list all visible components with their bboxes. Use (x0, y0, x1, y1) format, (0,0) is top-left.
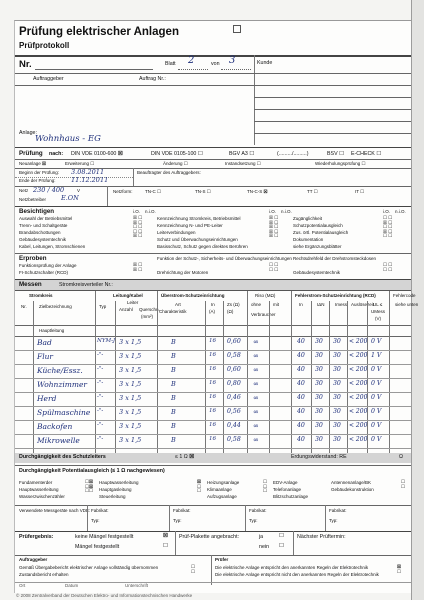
footer-pr-text2: Die elektrische Anlage entspricht nicht den anerkannten Regeln der Elektrotechnik (215, 572, 379, 577)
table-row (15, 406, 411, 421)
mg-typ-2: Typ: (173, 518, 182, 523)
mg-fabrikat-4: Fabrikat: (329, 508, 347, 513)
footer-ort: Ort (19, 583, 26, 588)
pot-c2-1: Hauptgasleitung (99, 487, 132, 492)
cell-in[interactable]: 16 (209, 422, 216, 428)
cell-fi-ia[interactable]: 30 (333, 366, 341, 373)
protocol-sheet: Prüfung elektrischer Anlagen Prüfprotokoll Nr. Blatt 2 von 3 Kunde Auftraggeber Auftrag Nr.: Anlage: Wohnhaus - EG Prüfung nach: DIN VDE 0100-600 ☒ DIN VDE 0105-100 ☐ BGV A3 ☐ (........./.........) BSV ☐ E-CHECK ☐ Neuanlage ☒ Erweiterung ☐ Änderung ☐ Instandsetzung ☐ Wiederholungsprüfung ☐ Beginn der Prüfung: 3.08.2011 Beauftragter des Auftraggebers: Ende der Prüfung: 11.12.2011 Netz 230 / 400 V Netzbetreiber E.ON Netzform: TN-C ☐ TN-S ☐ TN-C-S ☒ TT ☐ IT ☐ Besichtigen i.O. n.i.O. i.O. n.i.O. i.O. n.i.O. Auswahl der Betriebsmittel Trenn- und Schaltgeräte Brandabschottungen Gebäudesystemtechnik Kabel, Leitungen, Stromschienen ☒ ☐ ☒ ☐ ☐ ☐ ☐ ☐ ☒ ☐ Kennzeichnung Stromkreis, Betriebsmittel Kennzeichnung N- und PE-Leiter Leiterverbindungen Schutz und Überwachungseinrichtungen Basisschutz, Schutz gegen direktes Berühren ☒ ☐ ☒ ☐ ☒ ☐ ☒ ☐ ☒ ☐ Zugänglichkeit Schutzpotentialausgleich Zus. örtl. Potentialausgleich Dokumentation siehe Ergänzungsblätter ☐ ☐ ☒ ☐ ☐ ☐ ☒ ☐ ☐ ☐ Erproben Funktionsprüfung der Anlage FI-Schutzschalter (RCD) ☒ ☐ ☒ ☐ Funktion der Schutz-, Sicherheits- und Überwachungseinrichtungen Drehrichtung der Motoren ☐ ☐ ☐ ☐ Rechtsdrehfeld der Drehstromsteckdosen Gebäudesystemtechnik ☐ ☐ ☐ ☐ Messen Stromkreisverteiler Nr.: Stromkreis Nr. Zielbezeichnung Leitung/Kabel Typ Leiter Anzahl Querschn. (mm²) Überstrom-Schutzeinrichtung Art Charakteristik In (A) Zs (Ω) (Ω) Riso (MΩ) ohne mit Verbraucher Fehlerstrom-Schutzeinrichtung (RCD) In IΔN Imess Auslösezeit UL ≤ UMess (V) Fehlercode siehe unten Hauptleitung Bad NYM-J 3 x 1,5 B 16 0,60 ∞ 40 30 30 < 200 0 V Flur -"- 3 x 1,5 B 16 0,58 ∞ 40 30 30 < 200 1 V Küche/Essz. -"- 3 x 1,5 B 16 0,60 ∞ 40 30 30 < 200 0 V Wohnzimmer -"- 3 x 1,5 B 16 0,80 ∞ 40 30 30 < 200 0 V Herd -"- 3 x 1,5 B 16 0,46 ∞ 40 30 30 < 200 0 V Spülmaschine -"- 3 x 1,5 B 16 0,56 ∞ 40 30 30 < 200 0 V Backofen -"- 3 x 1,5 B 16 0,44 ∞ 40 30 30 < 200 0 V Mikrowelle -"- 3 x 1,5 B 16 0,58 ∞ 40 30 30 < 200 0 V Durchgängigkeit des Schutzleiters ≤ 1 Ω ☒ Erdungswiderstand: RE Ω Durchgängigkeit Potentialausgleich (≤ 1 Ω nachgewiesen) Fundamenterder Hauptwasserleitung Wasserzwischenzähler ☐ ☐ ☐ Hauptwasserleitung Hauptgasleitung Steuerleitung ☒ ☒ ☐ ☒ ☐ ☐ Heizungsanlage Klimaanlage Aufzugsanlage ☐ ☐ ☐ EDV-Anlage Telefonanlage Blitzschutzanlage Antennenanlage/BK Gebäudekonstruktion ☐ ☐ Verwendete Messgeräte nach VDE: Fabrikat: Typ: Fabrikat: Typ: Fabrikat: Typ: Fabrikat: Typ: Prüfergebnis: keine Mängel festgestellt ☒ Mängel festgestellt ☐ Prüf-Plakette angebracht: ja ☐ nein ☐ Nächster Prüftermin: Auftraggeber Gemäß Übergabebericht elektrischer Anlage vollständig übernommen Zustandsbericht erhalten ☐ ☐ Prüfer Die elektrische Anlage entspricht den anerkannten Regeln der Elektrotechnik Die elektrische Anlage entspricht nicht den anerkannten Regeln der Elektrotechnik ☒ ☐ Ort Datum Unterschrift (14, 20, 411, 593)
cell-leiter[interactable]: 3 x 1,5 (119, 436, 142, 444)
footer-ag-checks[interactable]: ☐ ☐ (191, 564, 196, 574)
form-subtitle: Prüfprotokoll (19, 41, 70, 50)
bes-c1-0: Auswahl der Betriebsmittel (19, 216, 73, 221)
bes-c2-2: Leiterverbindungen (157, 230, 196, 235)
bes-c1-4: Kabel, Leitungen, Stromschienen (19, 244, 86, 249)
cell-zs[interactable]: 0,80 (227, 380, 241, 387)
cell-ausl[interactable]: < 200 (349, 352, 368, 359)
ergebnis-keine: keine Mängel festgestellt (75, 534, 134, 540)
cell-zs[interactable]: 0,58 (227, 352, 241, 359)
echeck-text: E-CHECK (351, 151, 375, 157)
erp-c1-1: FI-Schutzschalter (RCD) (19, 270, 69, 275)
erp-c1-0: Funktionsprüfung der Anlage (19, 263, 77, 268)
cell-fi-in[interactable]: 40 (297, 380, 305, 387)
schutzleiter-value[interactable]: ≤ 1 Ω ☒ (175, 454, 194, 460)
cell-typ[interactable]: -"- (97, 352, 104, 358)
io-label-2: i.O. (269, 209, 277, 214)
cell-fi-ia[interactable]: 30 (333, 394, 341, 401)
cell-zs[interactable]: 0,56 (227, 408, 241, 415)
hdr-stromkreis: Stromkreis (29, 293, 53, 298)
cell-in[interactable]: 16 (209, 380, 216, 386)
cell-typ[interactable]: -"- (97, 380, 104, 386)
cell-ziel[interactable]: Herd (37, 394, 57, 403)
hdr-fehlercode: Fehlercode (393, 293, 416, 298)
cell-art[interactable]: B (171, 338, 176, 346)
netzbetreiber-label: Netzbetreiber (19, 197, 47, 202)
bgv-text: BGV A3 (229, 151, 248, 157)
bes-c2-checks[interactable]: ☒ ☐ ☒ ☐ ☒ ☐ ☒ ☐ ☒ ☐ (269, 215, 279, 238)
pruefung-label: Prüfung (19, 150, 43, 157)
plakette-ja: ja (259, 534, 264, 540)
footer-datum: Datum (65, 583, 79, 588)
cell-leiter[interactable]: 3 x 1,5 (119, 338, 142, 346)
beginn-value[interactable]: 3.08.2011 (71, 168, 105, 176)
pot-c1-0: Fundamenterder (19, 480, 53, 485)
hdr-riso: Riso (MΩ) (255, 293, 276, 298)
table-row (15, 420, 411, 435)
cell-fi-idn[interactable]: 30 (315, 338, 323, 345)
cell-typ[interactable]: -"- (97, 422, 104, 428)
cell-zs[interactable]: 0,44 (227, 422, 241, 429)
ergebnis-maengel-check[interactable]: ☐ (163, 543, 168, 549)
ende-label: Ende der Prüfung: (19, 178, 56, 183)
cell-leiter[interactable]: 3 x 1,5 (119, 408, 142, 416)
schutzleiter-label: Durchgängigkeit des Schutzleiters (19, 454, 106, 460)
cell-ausl[interactable]: < 200 (349, 422, 368, 429)
nr-label: Nr. (19, 59, 32, 70)
hdr-mit: mit (273, 302, 279, 307)
erdung-unit: Ω (399, 454, 403, 460)
hdr-fi-ia: Imess (335, 302, 348, 307)
kunde-label: Kunde (257, 60, 273, 66)
cell-fi-in[interactable]: 40 (297, 408, 305, 415)
nr-field[interactable] (35, 69, 153, 70)
cell-ziel[interactable]: Bad (37, 338, 52, 347)
plakette-ja-check[interactable]: ☐ (279, 533, 284, 539)
bes-c2-3: Schutz und Überwachungseinrichtungen (157, 237, 238, 242)
io-label-1: i.O. (133, 209, 141, 214)
cell-art[interactable]: B (171, 380, 176, 388)
erp-c3-checks[interactable]: ☐ ☐ ☐ ☐ (383, 262, 393, 272)
erp-c2-checks[interactable]: ☐ ☐ ☐ ☐ (269, 262, 279, 272)
cell-fi-ia[interactable]: 30 (333, 380, 341, 387)
messen-title: Messen (19, 281, 42, 288)
netzform-tnc[interactable]: TN-C ☐ (145, 189, 162, 194)
netzform-tns[interactable]: TN-S ☐ (195, 189, 211, 194)
bes-c3-checks[interactable]: ☐ ☐ ☒ ☐ ☐ ☐ ☒ ☐ ☐ ☐ (383, 215, 393, 238)
verteiler-label: Stromkreisverteiler Nr.: (59, 282, 113, 288)
cell-art[interactable]: B (171, 436, 176, 444)
bes-c3-4: siehe Ergänzungsblätter (293, 244, 342, 249)
netzform-it[interactable]: IT ☐ (355, 189, 365, 194)
bes-c2-1: Kennzeichnung N- und PE-Leiter (157, 223, 223, 228)
opt-instandsetzung[interactable]: Instandsetzung ☐ (225, 161, 261, 166)
cell-ziel[interactable]: Wohnzimmer (37, 380, 87, 389)
hdr-typ: Typ (99, 304, 107, 309)
cell-ausl[interactable]: < 200 (349, 436, 368, 443)
hdr-zs-unit: (Ω) (227, 309, 234, 314)
cell-riso-ohne[interactable]: ∞ (253, 422, 259, 430)
mg-fabrikat-1: Fabrikat: (91, 508, 109, 513)
cell-typ[interactable]: -"- (97, 394, 104, 400)
cell-art[interactable]: B (171, 352, 176, 360)
copyright: © 2008 Zentralverband der Deutschen Elektro- und Informationstechnischen Handwerke (16, 593, 193, 598)
cell-leiter[interactable]: 3 x 1,5 (119, 352, 142, 360)
cell-fi-in[interactable]: 40 (297, 422, 305, 429)
cell-ul[interactable]: 0 V (371, 366, 382, 373)
beginn-label: Beginn der Prüfung: (19, 170, 60, 175)
hdr-leiter: Leiter (127, 300, 139, 305)
bes-c1-3: Gebäudesystemtechnik (19, 237, 67, 242)
ergebnis-maengel: Mängel festgestellt (75, 544, 120, 550)
hdr-in: In (211, 302, 215, 307)
cell-ziel[interactable]: Backofen (37, 422, 73, 431)
netz-label: Netz (19, 188, 29, 193)
io-label-3: i.O. (383, 209, 391, 214)
erp-c2-0: Funktion der Schutz-, Sicherheits- und Überwachungseinrichtungen (157, 256, 292, 261)
cell-ul[interactable]: 0 V (371, 338, 382, 345)
pot-c5-checks[interactable]: ☐ ☐ (401, 479, 406, 489)
nio-label-2: n.i.O. (281, 209, 292, 214)
cell-fi-idn[interactable]: 30 (315, 422, 323, 429)
cell-riso-ohne[interactable]: ∞ (253, 436, 259, 444)
cell-in[interactable]: 16 (209, 366, 216, 372)
bes-c2-0: Kennzeichnung Stromkreis, Betriebsmittel (157, 216, 241, 221)
footer-pr-checks[interactable]: ☒ ☐ (397, 564, 402, 574)
anlage-value[interactable]: Wohnhaus - EG (35, 134, 101, 144)
bes-c3-3: Dokumentation (293, 237, 324, 242)
table-row (15, 392, 411, 407)
cell-riso-ohne[interactable]: ∞ (253, 408, 259, 416)
pot-c5-0: Antennenanlage/BK (331, 480, 372, 485)
ende-value[interactable]: 11.12.2011 (71, 176, 109, 184)
mg-fabrikat-3: Fabrikat: (249, 508, 267, 513)
hdr-ul: UL ≤ (373, 302, 383, 307)
pot-c2-2: Steuerleitung (99, 494, 126, 499)
hdr-zs: Zs (Ω) (227, 302, 240, 307)
table-row (15, 364, 411, 379)
hdr-ul2-unit: (V) (375, 316, 381, 321)
cell-ul[interactable]: 1 V (371, 352, 382, 359)
pot-c4-2: Blitzschutzanlage (273, 494, 309, 499)
table-row (15, 350, 411, 365)
messen-table (15, 290, 419, 453)
cell-zs[interactable]: 0,60 (227, 338, 241, 345)
cell-in[interactable]: 16 (209, 436, 216, 442)
cell-riso-ohne[interactable]: ∞ (253, 380, 259, 388)
mg-typ-4: Typ: (329, 518, 338, 523)
cell-in[interactable]: 16 (209, 338, 216, 344)
hdr-ueberstrom: Überstrom-Schutzeinrichtung (161, 293, 225, 298)
pot-c2-0: Hauptwasserleitung (99, 480, 139, 485)
opt-neuanlage[interactable]: Neuanlage ☒ (19, 161, 47, 166)
bes-c1-1: Trenn- und Schaltgeräte (19, 223, 68, 228)
mg-typ-1: Typ: (91, 518, 100, 523)
cell-ul[interactable]: 0 V (371, 380, 382, 387)
erp-c3-0: Rechtsdrehfeld der Drehstromsteckdosen (293, 256, 377, 261)
pot-c1-checks[interactable]: ☐ ☐ ☐ (85, 479, 90, 493)
hdr-verbraucher: Verbraucher (251, 312, 276, 317)
footer-ag-text1: Gemäß Übergabebericht elektrischer Anlage vollständig übernommen (19, 565, 159, 570)
hdr-quers: Querschn. (139, 307, 160, 312)
form-title: Prüfung elektrischer Anlagen (19, 26, 179, 38)
cell-leiter[interactable]: 3 x 1,5 (119, 394, 142, 402)
vde0105-text: DIN VDE 0105-100 (151, 151, 197, 157)
hdr-char: Charakteristik (159, 309, 187, 314)
cell-ul[interactable]: 0 V (371, 422, 382, 429)
hdr-ohne: ohne (251, 302, 262, 307)
bsv-text: BSV (327, 151, 338, 157)
option-bgv[interactable]: BGV A3 ☐ (229, 151, 255, 157)
cell-leiter[interactable]: 3 x 1,5 (119, 380, 142, 388)
cell-fi-idn[interactable]: 30 (315, 436, 323, 443)
footer-auftraggeber: Auftraggeber (19, 557, 48, 562)
cell-art[interactable]: B (171, 422, 176, 430)
bes-c1-checks[interactable]: ☒ ☐ ☒ ☐ ☐ ☐ ☐ ☐ ☒ ☐ (133, 215, 143, 238)
cell-zs[interactable]: 0,60 (227, 366, 241, 373)
bes-c3-2: Zus. örtl. Potentialausgleich (293, 230, 349, 235)
bes-c3-1: Schutzpotentialausgleich (293, 223, 343, 228)
cell-typ[interactable]: -"- (97, 436, 104, 442)
auftraggeber-label: Auftraggeber (33, 76, 64, 82)
footer-unterschrift: Unterschrift (125, 583, 149, 588)
erp-c3-1: Gebäudesystemtechnik (293, 270, 341, 275)
mg-fabrikat-2: Fabrikat: (173, 508, 191, 513)
table-row (15, 378, 411, 393)
hdr-leitung: Leitung/Kabel (113, 293, 143, 298)
hdr-art: Art (175, 302, 181, 307)
beauftragter-label: Beauftragter des Auftraggebers: (137, 170, 201, 175)
cell-zs[interactable]: 0,58 (227, 436, 241, 443)
cell-ul[interactable]: 0 V (371, 394, 382, 401)
cell-ziel[interactable]: Flur (37, 352, 54, 361)
cell-ul[interactable]: 0 V (371, 436, 382, 443)
table-row (15, 434, 411, 449)
cell-typ[interactable]: -"- (97, 408, 104, 414)
cell-ausl[interactable]: < 200 (349, 338, 368, 345)
option-vde0100[interactable]: DIN VDE 0100-600 ☒ (71, 151, 123, 157)
pot-c4-checks[interactable]: ☐ ☐ ☐ (263, 479, 268, 493)
erdung-label: Erdungswiderstand: RE (291, 454, 347, 460)
footer-pruefer: Prüfer (215, 557, 229, 562)
ergebnis-keine-check[interactable]: ☒ (163, 533, 168, 539)
cell-ziel[interactable]: Küche/Essz. (37, 366, 83, 375)
cell-ausl[interactable]: < 200 (349, 394, 368, 401)
nach-label: nach: (49, 151, 64, 157)
bes-c2-4: Basisschutz, Schutz gegen direktes Berühren (157, 244, 248, 249)
hdr-anzahl: Anzahl (119, 307, 133, 312)
netzform-tt[interactable]: TT ☐ (307, 189, 318, 194)
pot-c3-0: Heizungsanlage (207, 480, 240, 485)
erp-c1-checks[interactable]: ☒ ☐ ☒ ☐ (133, 262, 143, 272)
cell-art[interactable]: B (171, 366, 176, 374)
cell-ausl[interactable]: < 200 (349, 366, 368, 373)
nio-label-1: n.i.O. (145, 209, 156, 214)
hdr-in-unit: (A) (209, 309, 215, 314)
netzform-label: Netzform: (113, 189, 133, 194)
cell-in[interactable]: 16 (209, 394, 216, 400)
footer-pr-text1: Die elektrische Anlage entspricht den anerkannten Regeln der Elektrotechnik (215, 565, 369, 570)
nio-label-3: n.i.O. (395, 209, 406, 214)
netz-unit: V (77, 188, 81, 193)
cell-leiter[interactable]: 3 x 1,5 (119, 366, 142, 374)
cell-ausl[interactable]: < 200 (349, 408, 368, 415)
corner-mark (233, 25, 241, 33)
plakette-nein: nein (259, 544, 270, 550)
pot-c3-checks[interactable]: ☒ ☐ ☐ (197, 479, 202, 493)
hdr-ausl: Auslösezeit (351, 302, 375, 307)
hdr-siehe: siehe unten (395, 302, 419, 307)
hdr-fi-idn: IΔN (317, 302, 325, 307)
potential-title: Durchgängigkeit Potentialausgleich (≤ 1 Ω nachgewiesen) (19, 468, 165, 474)
cell-riso-ohne[interactable]: ∞ (253, 366, 259, 374)
plakette-nein-check[interactable]: ☐ (279, 543, 284, 549)
table-row (15, 336, 411, 351)
hdr-quers-unit: (mm²) (141, 314, 153, 319)
footer-ag-text2: Zustandsbericht erhalten (19, 572, 69, 577)
cell-fi-ia[interactable]: 30 (333, 422, 341, 429)
scanner-edge (411, 0, 424, 600)
hdr-nr: Nr. (21, 304, 27, 309)
cell-fi-in[interactable]: 40 (297, 338, 305, 345)
cell-in[interactable]: 16 (209, 408, 216, 414)
pot-c3-1: Klimaanlage (207, 487, 232, 492)
cell-zs[interactable]: 0,46 (227, 394, 241, 401)
cell-fi-ia[interactable]: 30 (333, 352, 341, 359)
hauptleitung-label: Hauptleitung (39, 328, 65, 333)
cell-fi-in[interactable]: 40 (297, 366, 305, 373)
cell-fi-idn[interactable]: 30 (315, 380, 323, 387)
von-label: von (211, 61, 220, 67)
cell-ul[interactable]: 0 V (371, 408, 382, 415)
option-vde0105[interactable]: DIN VDE 0105-100 ☐ (151, 151, 203, 157)
vde0100-text: DIN VDE 0100-600 (71, 151, 117, 157)
pot-c1-2: Wasserzwischenzähler (19, 494, 65, 499)
hdr-fi: Fehlerstrom-Schutzeinrichtung (RCD) (295, 293, 376, 298)
netzbetreiber-value[interactable]: E.ON (61, 194, 79, 202)
cell-typ[interactable]: NYM-J (97, 338, 116, 344)
cell-leiter[interactable]: 3 x 1,5 (119, 422, 142, 430)
pot-c3-2: Aufzugsanlage (207, 494, 237, 499)
bes-c1-2: Brandabschottungen (19, 230, 61, 235)
cell-riso-ohne[interactable]: ∞ (253, 338, 259, 346)
cell-fi-ia[interactable]: 30 (333, 338, 341, 345)
cell-fi-idn[interactable]: 30 (315, 408, 323, 415)
opt-aenderung[interactable]: Änderung ☐ (163, 161, 188, 166)
cell-ausl[interactable]: < 200 (349, 380, 368, 387)
anlage-label: Anlage: (19, 130, 37, 136)
cell-fi-idn[interactable]: 30 (315, 394, 323, 401)
von-value[interactable]: 3 (229, 55, 236, 66)
cell-fi-idn[interactable]: 30 (315, 352, 323, 359)
blatt-label: Blatt (165, 61, 176, 67)
cell-typ[interactable]: -"- (97, 366, 104, 372)
bes-c3-0: Zugänglichkeit (293, 216, 323, 221)
messgeraete-label: Verwendete Messgeräte nach VDE: (19, 508, 91, 513)
cell-riso-ohne[interactable]: ∞ (253, 394, 259, 402)
cell-fi-in[interactable]: 40 (297, 394, 305, 401)
hdr-fi-in: In (299, 302, 303, 307)
pot-c1-1: Hauptwasserleitung (19, 487, 59, 492)
pot-c4-0: EDV-Anlage (273, 480, 298, 485)
cell-art[interactable]: B (171, 408, 176, 416)
option-echeck[interactable]: E-CHECK ☐ (351, 151, 382, 157)
cell-in[interactable]: 16 (209, 352, 216, 358)
mg-typ-3: Typ: (249, 518, 258, 523)
pot-c2-checks[interactable]: ☒ ☒ ☐ (89, 479, 94, 493)
hdr-ziel: Zielbezeichnung (39, 304, 72, 309)
cell-fi-in[interactable]: 40 (297, 352, 305, 359)
schutzleiter-value-text: ≤ 1 Ω (175, 454, 188, 460)
opt-wiederholung[interactable]: Wiederholungsprüfung ☐ (315, 161, 366, 166)
cell-art[interactable]: B (171, 394, 176, 402)
option-bsv[interactable]: BSV ☐ (327, 151, 344, 157)
opt-erweiterung[interactable]: Erweiterung ☐ (65, 161, 95, 166)
cell-fi-ia[interactable]: 30 (333, 436, 341, 443)
pot-c4-1: Telefonanlage (273, 487, 302, 492)
ergebnis-label: Prüfergebnis: (19, 534, 54, 540)
netz-value[interactable]: 230 / 400 (33, 186, 65, 194)
auftrag-nr-label: Auftrag Nr.: (139, 76, 166, 82)
pot-c5-1: Gebäudekonstruktion (331, 487, 374, 492)
besichtigen-title: Besichtigen (19, 208, 55, 215)
naechster-label: Nächster Prüftermin: (297, 534, 346, 540)
erp-c2-1: Drehrichtung der Motoren (157, 270, 209, 275)
netzform-tncs[interactable]: TN-C-S ☒ (247, 189, 268, 194)
cell-riso-ohne[interactable]: ∞ (253, 352, 259, 360)
cell-ziel[interactable]: Spülmaschine (37, 408, 91, 417)
cell-fi-idn[interactable]: 30 (315, 366, 323, 373)
plakette-label: Prüf-Plakette angebracht: (179, 534, 240, 540)
cell-fi-in[interactable]: 40 (297, 436, 305, 443)
cell-ziel[interactable]: Mikrowelle (37, 436, 80, 445)
erproben-title: Erproben (19, 255, 47, 262)
hdr-ul2: UMess (371, 309, 386, 314)
blatt-value[interactable]: 2 (188, 55, 195, 66)
cell-fi-ia[interactable]: 30 (333, 408, 341, 415)
